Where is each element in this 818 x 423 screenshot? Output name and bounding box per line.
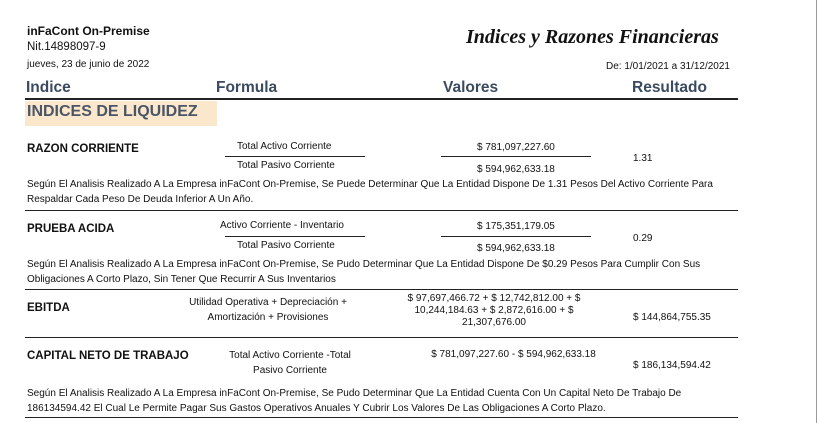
indice-description: Según El Analisis Realizado A La Empresa inFaCont On-Premise, Se Pudo Determinar Que La Entidad Dispone De $0.29 Pesos Para Cumplir Con Sus Obligaciones A Corto Plazo, Sin Tener Que Recurrir A Sus Inventarios	[27, 259, 701, 285]
row-separator	[25, 337, 738, 338]
row-separator	[25, 417, 738, 418]
indice-name: PRUEBA ACIDA	[27, 223, 115, 235]
indice-name: RAZON CORRIENTE	[27, 143, 139, 155]
row-separator	[25, 289, 738, 290]
indice-name: CAPITAL NETO DE TRABAJO	[27, 350, 189, 362]
header-divider	[25, 98, 738, 100]
formula-text: Total Activo Corriente -Total Pasivo Corriente	[229, 350, 351, 376]
result-value: 0.29	[633, 233, 653, 244]
column-header-indice: Indice	[26, 79, 71, 96]
company-nit: Nit.14898097-9	[27, 41, 106, 53]
column-header-valores: Valores	[443, 79, 499, 96]
value-numerator: $ 781,097,227.60	[477, 142, 555, 153]
formula-numerator: Activo Corriente - Inventario	[220, 220, 344, 231]
result-value: $ 144,864,755.35	[633, 312, 711, 323]
report-title: Indices y Razones Financieras	[466, 26, 719, 48]
page-edge	[816, 0, 817, 423]
result-value: 1.31	[633, 153, 653, 164]
row-separator	[25, 210, 738, 211]
value-text: $ 781,097,227.60 - $ 594,962,633.18	[431, 349, 596, 360]
result-value: $ 186,134,594.42	[633, 360, 711, 371]
indice-description: Según El Analisis Realizado A La Empresa inFaCont On-Premise, Se Pudo Determinar Que La Entidad Cuenta Con Un Capital Neto De Trabajo De 186134594.42 El Cual Le Permite Pagar Sus Gastos Operativos Anuales Y Cubrir Los Valores De Las Obligaciones A Corto Plazo.	[27, 388, 682, 414]
formula-fraction-line	[225, 236, 365, 237]
column-header-resultado: Resultado	[632, 79, 707, 96]
value-fraction-line	[441, 156, 591, 157]
formula-fraction-line	[225, 156, 365, 157]
formula-denominator: Total Pasivo Corriente	[237, 160, 335, 171]
section-title-label: INDICES DE LIQUIDEZ	[27, 103, 198, 120]
indice-description: Según El Analisis Realizado A La Empresa inFaCont On-Premise, Se Puede Determinar Que La Entidad Dispone De 1.31 Pesos Del Activo Corriente Para Respaldar Cada Peso De Deuda Inferior A Un Año.	[27, 179, 713, 205]
value-fraction-line	[441, 236, 591, 237]
value-text: $ 97,697,466.72 + $ 12,742,812.00 + $ 10,244,184.63 + $ 2,872,616.00 + $ 21,307,676.00	[407, 293, 581, 328]
value-denominator: $ 594,962,633.18	[477, 164, 555, 175]
column-header-formula: Formula	[216, 79, 278, 96]
value-denominator: $ 594,962,633.18	[477, 243, 555, 254]
formula-text: Utilidad Operativa + Depreciación + Amortización + Provisiones	[189, 297, 347, 323]
formula-denominator: Total Pasivo Corriente	[237, 240, 335, 251]
report-period: De: 1/01/2021 a 31/12/2021	[606, 61, 730, 72]
value-numerator: $ 175,351,179.05	[477, 221, 555, 232]
formula-numerator: Total Activo Corriente	[237, 141, 332, 152]
section-title	[25, 101, 217, 126]
company-name: inFaCont On-Premise	[27, 24, 150, 38]
report-date: jueves, 23 de junio de 2022	[27, 59, 150, 70]
indice-name: EBITDA	[27, 302, 70, 314]
